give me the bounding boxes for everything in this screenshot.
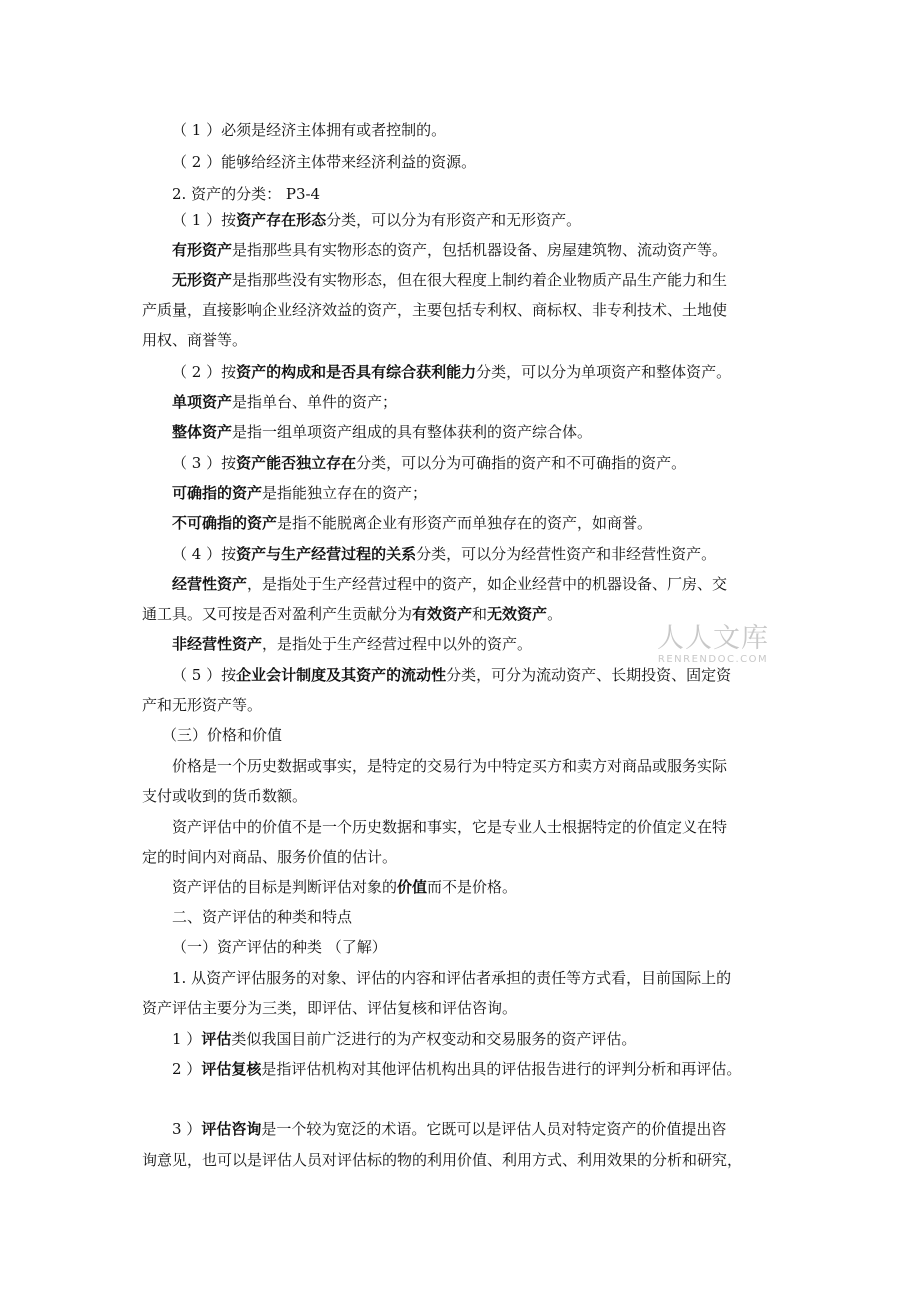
- text-segment: ，是指处于生产经营过程中以外的资产。: [262, 635, 533, 653]
- text-segment: 分类，可以分为单项资产和整体资产。: [476, 363, 732, 381]
- bold-term: 评估复核: [201, 1060, 262, 1078]
- bold-term: 资产能否独立存在: [236, 454, 357, 472]
- text-line: [172, 1029, 822, 1049]
- text-segment: 类似我国目前广泛进行的为产权变动和交易服务的资产评估。: [231, 1030, 637, 1048]
- text-line: [172, 453, 822, 473]
- text-segment: （ 5 ）按: [172, 666, 237, 684]
- text-segment: （ 4 ）按: [172, 545, 237, 563]
- text-segment: （三）价格和价值: [162, 726, 283, 744]
- text-segment: 2. 资产的分类： P3-4: [172, 185, 321, 203]
- text-line: [172, 152, 822, 172]
- text-segment: （ 1 ）按: [172, 211, 237, 229]
- text-segment: 产质量，直接影响企业经济效益的资产，主要包括专利权、商标权、非专利技术、土地使: [142, 301, 728, 319]
- text-line: [172, 270, 822, 290]
- text-segment: ，是指处于生产经营过程中的资产，如企业经营中的机器设备、厂房、交: [247, 575, 728, 593]
- bold-term: 资产与生产经营过程的关系: [236, 545, 417, 563]
- text-line: [172, 574, 822, 594]
- bold-term: 资产存在形态: [236, 211, 327, 229]
- text-line: [172, 665, 822, 685]
- text-segment: 是指不能脱离企业有形资产而单独存在的资产，如商誉。: [277, 514, 653, 532]
- text-segment: （ 1 ）必须是经济主体拥有或者控制的。: [172, 121, 447, 139]
- bold-term: 评估: [201, 1030, 232, 1048]
- watermark-domain-text: RENRENDOC.COM: [657, 654, 769, 665]
- text-segment: 资产评估的目标是判断评估对象的: [172, 878, 398, 896]
- text-line: [172, 210, 822, 230]
- text-segment: 1 ）: [172, 1030, 202, 1048]
- text-segment: 是指能独立存在的资产；: [262, 484, 428, 502]
- text-line: [172, 1059, 822, 1079]
- text-line: [172, 422, 822, 442]
- text-segment: 和: [472, 605, 488, 623]
- text-segment: 1. 从资产评估服务的对象、评估的内容和评估者承担的责任等方式看，目前国际上的: [172, 969, 732, 987]
- bold-term: 非经营性资产: [172, 635, 263, 653]
- watermark-logo-text: 人人文库: [657, 623, 769, 654]
- text-line: [172, 513, 822, 533]
- section-heading: [172, 907, 822, 927]
- text-line: [142, 1150, 792, 1170]
- text-segment: （ 2 ）能够给经济主体带来经济利益的资源。: [172, 153, 477, 171]
- text-segment: 3 ）: [172, 1120, 202, 1138]
- text-segment: 询意见，也可以是评估人员对评估标的物的利用价值、利用方式、利用效果的分析和研究，: [142, 1151, 743, 1169]
- bold-term: 不可确指的资产: [172, 514, 278, 532]
- text-line: [142, 998, 792, 1018]
- section-heading: [162, 725, 812, 745]
- text-segment: 分类，可以分为有形资产和无形资产。: [326, 211, 582, 229]
- text-segment: 分类，可以分为经营性资产和非经营性资产。: [416, 545, 717, 563]
- bold-term: 价值: [397, 878, 428, 896]
- section-heading: [172, 184, 822, 204]
- bold-term: 评估咨询: [201, 1120, 262, 1138]
- text-segment: 分类，可以分为可确指的资产和不可确指的资产。: [356, 454, 687, 472]
- text-segment: 是指那些具有实物形态的资产，包括机器设备、房屋建筑物、流动资产等。: [232, 241, 728, 259]
- text-segment: 。: [547, 605, 563, 623]
- text-segment: （一）资产评估的种类 （了解）: [172, 938, 387, 956]
- bold-term: 无形资产: [172, 271, 233, 289]
- bold-term: 有形资产: [172, 241, 233, 259]
- text-line: [142, 695, 792, 715]
- text-segment: 产和无形资产等。: [142, 696, 263, 714]
- text-segment: 是指单台、单件的资产；: [232, 393, 398, 411]
- bold-term: 无效资产: [487, 605, 548, 623]
- text-segment: 2 ）: [172, 1060, 202, 1078]
- text-segment: 是指评估机构对其他评估机构出具的评估报告进行的评判分析和再评估。: [261, 1060, 742, 1078]
- bold-term: 企业会计制度及其资产的流动性: [236, 666, 447, 684]
- text-line: [142, 300, 792, 320]
- text-segment: 是一个较为宽泛的术语。它既可以是评估人员对特定资产的价值提出咨: [261, 1120, 727, 1138]
- text-segment: 资产评估中的价值不是一个历史数据和事实，它是专业人士根据特定的价值定义在特: [172, 818, 728, 836]
- text-segment: 分类，可分为流动资产、长期投资、固定资: [446, 666, 732, 684]
- bold-term: 整体资产: [172, 423, 233, 441]
- text-segment: 用权、商誉等。: [142, 331, 248, 349]
- text-line: [172, 483, 822, 503]
- text-segment: 资产评估主要分为三类，即评估、评估复核和评估咨询。: [142, 999, 518, 1017]
- text-segment: （ 3 ）按: [172, 454, 237, 472]
- renrendoc-watermark: [648, 624, 778, 666]
- bold-term: 经营性资产: [172, 575, 248, 593]
- text-line: [172, 362, 822, 382]
- text-line: [172, 120, 822, 140]
- text-segment: 是指一组单项资产组成的具有整体获利的资产综合体。: [232, 423, 593, 441]
- text-segment: 通工具。又可按是否对盈利产生贡献分为: [142, 605, 413, 623]
- text-segment: 而不是价格。: [427, 878, 518, 896]
- text-line: [142, 330, 792, 350]
- bold-term: 有效资产: [412, 605, 473, 623]
- section-heading: [172, 937, 822, 957]
- text-line: [172, 240, 822, 260]
- text-line: [172, 544, 822, 564]
- text-segment: （ 2 ）按: [172, 363, 237, 381]
- text-segment: 二、资产评估的种类和特点: [172, 908, 353, 926]
- text-segment: 支付或收到的货币数额。: [142, 787, 308, 805]
- text-line: [172, 968, 822, 988]
- bold-term: 单项资产: [172, 393, 233, 411]
- text-line: [172, 817, 822, 837]
- text-segment: 价格是一个历史数据或事实，是特定的交易行为中特定买方和卖方对商品或服务实际: [172, 757, 728, 775]
- text-line: [172, 756, 822, 776]
- text-line: [172, 1119, 822, 1139]
- bold-term: 资产的构成和是否具有综合获利能力: [236, 363, 477, 381]
- text-segment: 定的时间内对商品、服务价值的估计。: [142, 848, 398, 866]
- text-segment: 是指那些没有实物形态，但在很大程度上制约着企业物质产品生产能力和生: [232, 271, 728, 289]
- text-line: [172, 392, 822, 412]
- text-line: [142, 786, 792, 806]
- text-line: [142, 847, 792, 867]
- text-line: [172, 877, 822, 897]
- bold-term: 可确指的资产: [172, 484, 263, 502]
- text-line: [142, 604, 792, 624]
